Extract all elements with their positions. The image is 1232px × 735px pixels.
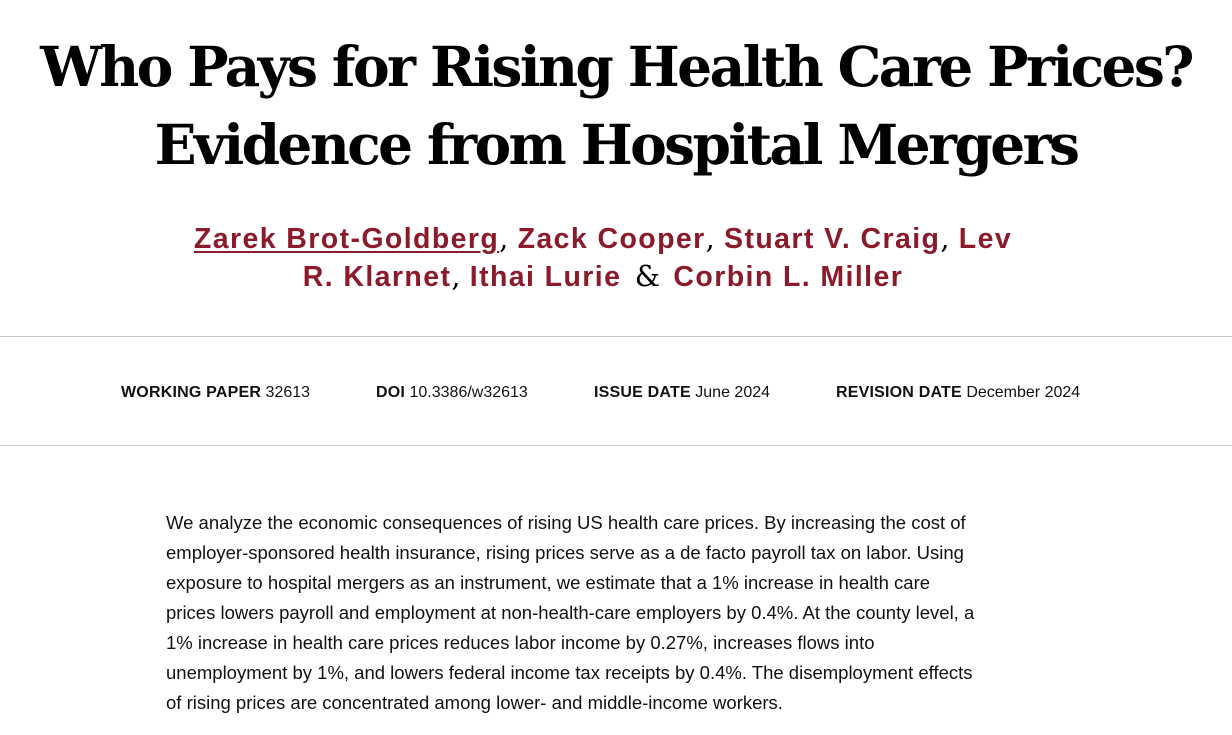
abstract: [166, 508, 1066, 718]
author-link-craig[interactable]: Stuart V. Craig: [724, 223, 941, 255]
abstract-line: of rising prices are concentrated among lower- and middle-income workers.: [166, 692, 783, 713]
title-line-1: Who Pays for Rising Health Care Prices?: [40, 34, 1192, 99]
doi-value[interactable]: 10.3386/w32613: [409, 384, 528, 401]
author-separator: ,: [940, 222, 950, 255]
author-separator: ,: [705, 222, 715, 255]
author-ampersand: &: [634, 260, 661, 293]
author-klarnet-first: Lev: [958, 223, 1013, 255]
abstract-line: employer-sponsored health insurance, rising prices serve as a de facto payroll tax on labor. Using: [166, 542, 964, 563]
abstract-line: exposure to hospital mergers as an instrument, we estimate that a 1% increase in health care: [166, 572, 931, 593]
revision-date-value: December 2024: [966, 384, 1081, 401]
author-separator: ,: [451, 260, 461, 293]
page-title: [0, 28, 1232, 184]
abstract-line: 1% increase in health care prices reduces labor income by 0.27%, increases flows into: [166, 632, 875, 653]
abstract-line: prices lowers payroll and employment at non-health-care employers by 0.4%. At the county level, a: [166, 602, 975, 623]
working-paper-value: 32613: [265, 384, 311, 401]
author-klarnet-rest: R. Klarnet: [302, 261, 452, 293]
title-line-2: Evidence from Hospital Mergers: [154, 112, 1078, 177]
doi-label: DOI: [376, 384, 406, 401]
issue-date-label: ISSUE DATE: [594, 384, 691, 401]
issue-date-meta: [594, 383, 770, 403]
author-link-brot-goldberg[interactable]: Zarek Brot-Goldberg: [193, 223, 500, 255]
author-link-lurie[interactable]: Ithai Lurie: [469, 261, 622, 293]
author-separator: ,: [499, 222, 509, 255]
abstract-line: We analyze the economic consequences of rising US health care prices. By increasing the cost of: [166, 512, 966, 533]
working-paper-meta: [121, 383, 310, 403]
author-link-miller[interactable]: Corbin L. Miller: [673, 261, 904, 293]
issue-date-value: June 2024: [695, 384, 771, 401]
working-paper-label: WORKING PAPER: [121, 384, 262, 401]
abstract-line: unemployment by 1%, and lowers federal income tax receipts by 0.4%. The disemployment effects: [166, 662, 973, 683]
author-list: [150, 220, 1056, 296]
doi-meta: [376, 383, 528, 403]
author-link-cooper[interactable]: Zack Cooper: [517, 223, 706, 255]
revision-date-meta: [836, 383, 1080, 403]
paper-metadata-bar: [0, 336, 1232, 446]
revision-date-label: REVISION DATE: [836, 384, 962, 401]
